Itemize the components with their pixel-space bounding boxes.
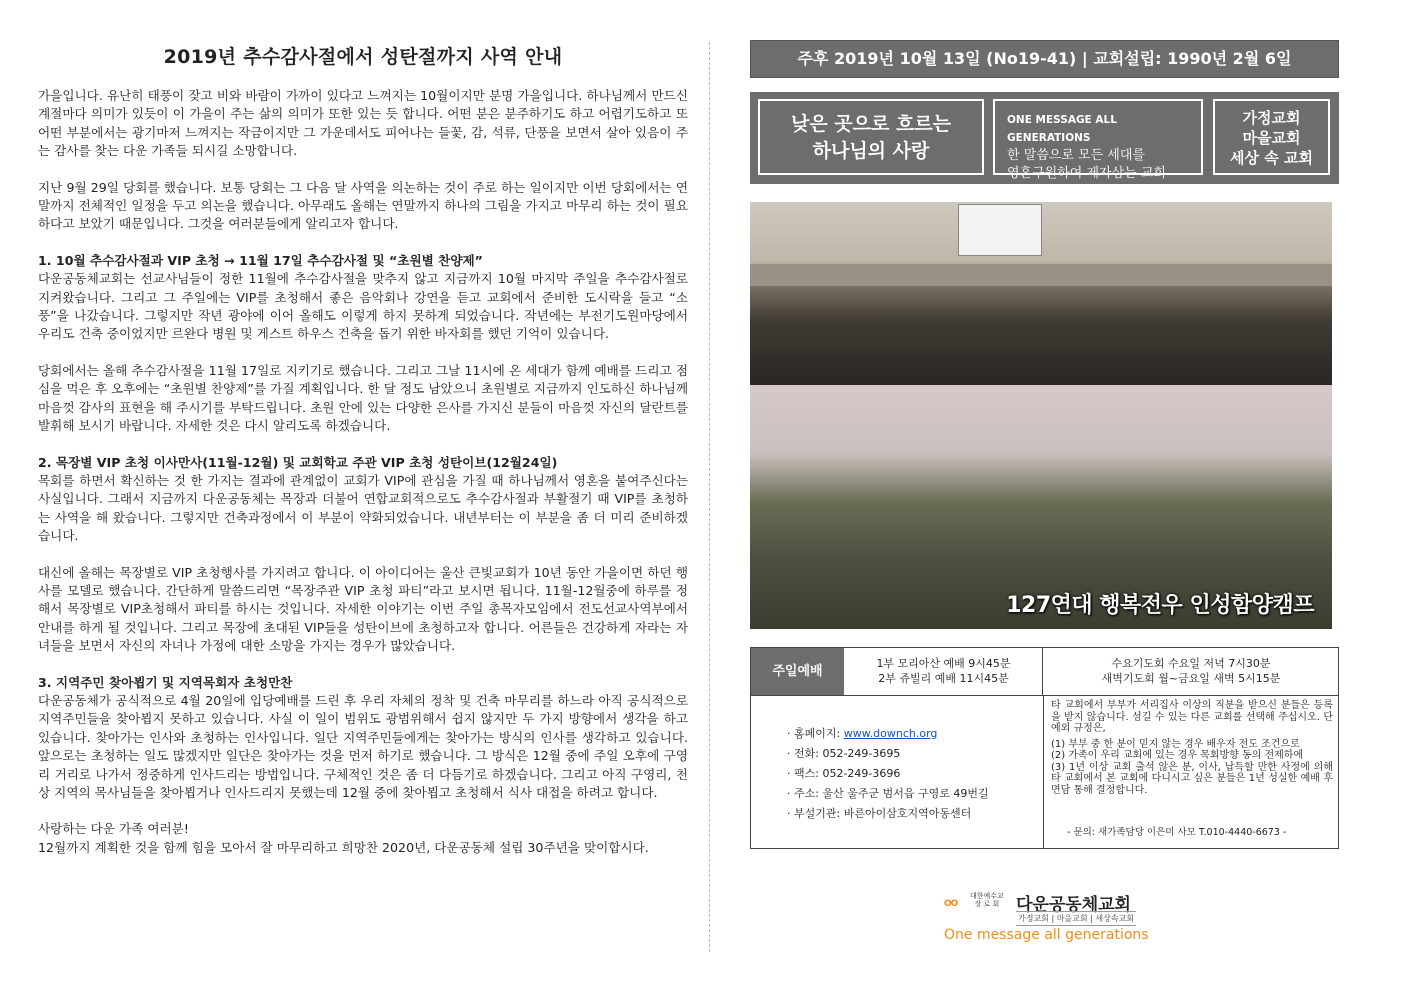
paragraph-2: 지난 9월 29일 당회를 했습니다. 보통 당회는 그 다음 달 사역을 의논하는 것이 주로 하는 일이지만 이번 당회에서는 연말까지 전체적인 일정을 두고 의논을 했습니다. 아무래도 올해는 연말까지 하나의 그림을 가지고 마무리 하는 것이 필요하다고 보았기 때문입니다. 그것을 여러분들에게 알리고자 합니다. <box>38 179 688 232</box>
prayer-meetings <box>1044 648 1338 695</box>
rule-3: (3) 1년 이상 교회 출석 않은 분, 이사, 납득할 만한 사정에 의해 타 교회에서 본 교회에 다니시고 싶은 분들은 1년 성실한 예배 후 면담 통해 결정합니다. <box>1051 761 1333 796</box>
phone-row: · 전화: 052-249-3695 <box>787 747 901 760</box>
registration-rules <box>1051 700 1333 796</box>
table-divider-horizontal <box>751 695 1338 696</box>
date-bar: 주후 2019년 10월 13일 (No19-41) | 교회설립: 1990년 2월 6일 <box>750 40 1339 78</box>
church-motto-english: One message all generations <box>944 927 1149 943</box>
wednesday-prayer: 수요기도회 수요일 저녁 7시30분 <box>1111 657 1271 670</box>
church-subtitle: 가정교회 | 마을교회 | 세상속교회 <box>1016 911 1136 926</box>
church-type-2: 마을교회 <box>1242 129 1301 147</box>
section-1-para-2: 당회에서는 올해 추수감사절을 11월 17일로 지키기로 했습니다. 그리고 그날 11시에 온 세대가 함께 예배를 드리고 점심을 먹은 후 오후에는 “초원별 찬양제”를 가질 계획입니다. 한 달 정도 남았으니 초원별로 지금까지 인도하신 하나님께 마음껏 감사의 표현을 해 주시기를 부탁드립니다. 초원 안에 있는 다양한 은사를 가지신 분들이 마음껏 자신의 달란트를 발휘해 보시기 바랍니다. 자세한 것은 다시 알리도록 하겠습니다. <box>38 362 688 434</box>
address-row: · 주소: 울산 울주군 범서읍 구영로 49번길 <box>787 787 989 800</box>
sunday-services <box>845 648 1043 695</box>
denomination-line-2: 장 로 회 <box>974 900 1000 908</box>
dawn-prayer: 새벽기도회 월~금요일 새벽 5시15분 <box>1101 672 1281 685</box>
sunday-service-2: 2부 쥬빌리 예배 11시45분 <box>878 672 1009 685</box>
one-message-line-1: 한 말씀으로 모든 세대를 <box>1007 148 1145 163</box>
article-title: 2019년 추수감사절에서 성탄절까지 사역 안내 <box>163 46 563 68</box>
church-type-box <box>1213 99 1330 175</box>
church-type-1: 가정교회 <box>1242 109 1301 127</box>
rule-2: (2) 가족이 우리 교회에 있는 경우 목회방향 동의 전제하에 <box>1051 750 1304 761</box>
slogan-box <box>758 99 984 175</box>
section-3-para-1: 다운공동체가 공식적으로 4월 20일에 입당예배를 드린 후 우리 자체의 정착 및 건축 마무리를 하느라 아직 공식적으로 지역주민들을 찾아뵙지 못하고 있습니다. 사실 이 일이 범위도 광범위해서 쉽지 않지만 두 가지 방향에서 생각을 하고 있습니다. 찾아가는 인사와 초청하는 인사입니다. 일단 지역주민들에게는 찾아가는 방식의 인사를 생각하고 있습니다. 앞으로는 초청하는 일도 많겠지만 일단은 찾아가는 것을 먼저 하기로 했습니다. 그 방식은 12월 중에 주일 오후에 구영리 거리로 나가서 정중하게 인사드리는 방법입니다. 구체적인 것은 좀 더 다듬기로 하겠습니다. 그리고 아직 구영리, 천상 지역의 목사님들을 찾아뵙거나 인사드리지 못했는데 12월 중에 찾아뵙고 초청해서 식사 대접을 하려고 합니다. <box>38 692 688 800</box>
motto-banner <box>750 92 1339 184</box>
rules-intro: 타 교회에서 부부가 서리집사 이상의 직분을 받으신 분들은 등록을 받지 않습니다. 섬길 수 있는 다른 교회를 선택해 주십시오. 단 예외 규정은, <box>1051 700 1333 734</box>
slogan-line-2: 하나님의 사랑 <box>812 140 930 162</box>
section-1-heading: 1. 10월 추수감사절과 VIP 초청 → 11월 17일 추수감사절 및 “초원별 찬양제” <box>38 252 483 268</box>
denomination <box>970 892 1004 908</box>
homepage-row <box>787 724 989 744</box>
section-3-heading: 3. 지역주민 찾아뵙기 및 지역목회자 초청만찬 <box>38 674 293 690</box>
column-divider <box>709 42 710 952</box>
closing-text: 12월까지 계획한 것을 함께 힘을 모아서 잘 마무리하고 희망찬 2020년, 다운공동체 설립 30주년을 맞이합시다. <box>38 839 649 855</box>
service-info-table <box>750 647 1339 849</box>
right-column <box>750 40 1339 184</box>
sunday-worship-label: 주일예배 <box>751 648 844 695</box>
sunday-service-1: 1부 모리아산 예배 9시45분 <box>876 657 1011 670</box>
homepage-link[interactable]: www.downch.org <box>843 727 938 740</box>
church-type-3: 세상 속 교회 <box>1230 149 1313 167</box>
rule-1: (1) 부부 중 한 분이 믿지 않는 경우 배우자 전도 조건으로 <box>1051 738 1300 750</box>
intro-paragraph: 가을입니다. 유난히 태풍이 잦고 비와 바람이 가까이 있다고 느껴지는 10월이지만 분명 가을입니다. 하나님께서 만드신 계절마다 의미가 있듯이 이 가을이 주는 삶의 의미가 또한 있는 듯 합니다. 어떤 분은 분주하기도 하고 어렵기도하고 또 어떤 부분에서는 광기마저 느껴지는 작금이지만 그 가운데서도 피어나는 들꽃, 감, 석류, 단풍을 보면서 살아 있음이 주는 감사를 찾는 다운 가족들 되시길 소망합니다. <box>38 88 688 159</box>
section-1-para-1: 다운공동체교회는 선교사님들이 정한 11월에 추수감사절을 맞추지 않고 지금까지 10월 마지막 주일을 추수감사절로 지켜왔습니다. 그리고 그 주일에는 VIP를 초청해서 좋은 음악회나 강연을 듣고 교회에서 준비한 도시락을 들고 “소풍”을 나갔습니다. 그렇지만 작년 광야에 이어 올해도 이렇게 하지 못하게 되었습니다. 작년에는 부전기도원마당에서 우리도 건축 중이었지만 르완다 병원 및 게스트 하우스 건축을 돕기 위한 바자회를 했던 기억이 있습니다. <box>38 271 688 342</box>
one-message-english: ONE MESSAGE ALL GENERATIONS <box>1007 114 1117 144</box>
closing-greeting: 사랑하는 다운 가족 여러분! <box>38 821 189 837</box>
one-message-line-2: 영혼구원하여 제자삼는 교회 <box>1007 166 1166 181</box>
rules-list <box>1051 739 1333 797</box>
section-2-para-2: 대신에 올해는 목장별로 VIP 초청행사를 가지려고 합니다. 이 아이디어는 울산 큰빛교회가 10년 동안 가을이면 하던 행사를 모델로 했습니다. 간단하게 말씀드리면 “목장주관 VIP 초청 파티”라고 보시면 됩니다. 11월-12월중에 하루를 정해서 목장별로 VIP초청해서 파티를 하시는 것입니다. 자세한 이야기는 이번 주일 총목자모임에서 전도선교사역부에서 안내를 하게 될 것입니다. 그리고 목장에 초대된 VIP들을 성탄이브에 초청하고자 합니다. 어른들은 건강하게 자라는 자녀들을 보면서 자신의 자녀나 가정에 대한 소망을 가지는 경우가 많았습니다. <box>38 564 688 654</box>
church-name: 다운공동체교회 <box>1016 895 1131 915</box>
fax-row: · 팩스: 052-249-3696 <box>787 767 901 780</box>
section-2-heading: 2. 목장별 VIP 초청 이사만사(11월-12월) 및 교회학교 주관 VIP 초청 성탄이브(12월24일) <box>38 454 558 470</box>
one-message-box <box>993 99 1203 181</box>
logo-mark-icon: OO <box>944 899 958 909</box>
photo-caption: 127연대 행복전우 인성함양캠프 <box>1006 593 1314 618</box>
denomination-line-1: 대한예수교 <box>970 892 1004 900</box>
church-logo <box>944 890 1149 946</box>
slogan-line-1: 낮은 곳으로 흐르는 <box>790 113 952 135</box>
homepage-label: · 홈페이지: <box>787 727 841 740</box>
article <box>38 42 688 875</box>
inquiry-contact: - 문의: 새가족담당 이은미 사모 T.010-4440-6673 - <box>1067 827 1287 838</box>
section-2-para-1: 목회를 하면서 확신하는 것 한 가지는 결과에 관계없이 교회가 VIP에 관심을 가질 때 하나님께서 영혼을 붙여주신다는 사실입니다. 그래서 지금까지 다운공동체는 목장과 더불어 연합교회적으로도 추수감사절과 부활절기 때 VIP를 초청하는 사역을 해 왔습니다. 그렇지만 건축과정에서 이 부분이 약화되었습니다. 내년부터는 이 부분을 좀 더 미리 준비하겠습니다. <box>38 472 688 544</box>
stage-area <box>750 264 1332 286</box>
photo-auditorium <box>750 202 1332 385</box>
projection-screen <box>958 204 1042 256</box>
photo-dining-hall <box>750 385 1332 629</box>
contact-list <box>787 724 989 824</box>
table-divider-vertical <box>1043 695 1044 848</box>
affiliate-row: · 부설기관: 바른아이삼호지역아동센터 <box>787 807 972 820</box>
